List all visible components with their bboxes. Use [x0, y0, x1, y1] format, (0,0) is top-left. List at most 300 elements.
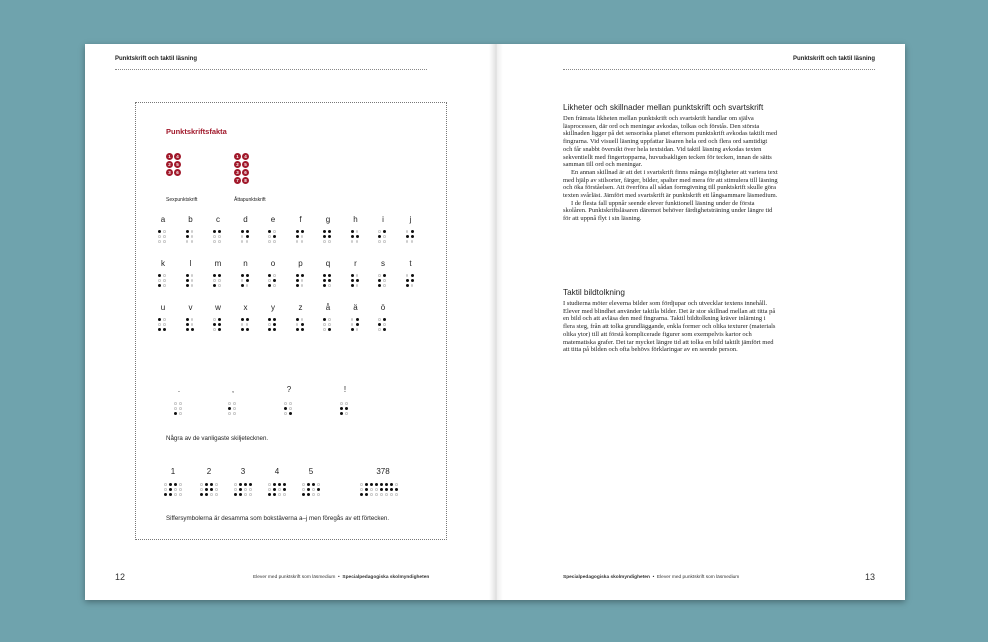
dot-number-5: 5: [242, 161, 249, 168]
braille-cell-m: [213, 274, 225, 290]
eight-dot-label: Åttapunktskrift: [234, 197, 266, 203]
braille-dot-raised: [323, 235, 326, 238]
braille-dot-empty: [328, 323, 331, 326]
braille-dot-empty: [411, 240, 414, 243]
dot-number-5: 5: [174, 161, 181, 168]
letter-label-q: q: [325, 259, 331, 268]
braille-cell-r: [351, 274, 363, 290]
letter-label-o: o: [270, 259, 276, 268]
number-label-378: 378: [376, 467, 390, 476]
letter-label-g: g: [325, 215, 331, 224]
braille-cell-w: [213, 318, 225, 334]
braille-dot-empty: [345, 402, 348, 405]
dot-number-2: 2: [234, 161, 241, 168]
dot-number-1: 1: [166, 153, 173, 160]
braille-cell-ä: [351, 318, 363, 334]
braille-dot-empty: [213, 279, 216, 282]
braille-dot-raised: [186, 323, 189, 326]
braille-dot-raised: [158, 318, 161, 321]
braille-dot-raised: [186, 318, 189, 321]
braille-dot-empty: [302, 483, 305, 486]
braille-dot-empty: [375, 488, 378, 491]
braille-dot-raised: [385, 483, 388, 486]
number-label-4: 4: [274, 467, 280, 476]
braille-dot-raised: [383, 274, 386, 277]
braille-dot-empty: [215, 488, 218, 491]
letter-label-k: k: [161, 259, 165, 268]
braille-dot-raised: [174, 412, 177, 415]
braille-dot-raised: [365, 493, 368, 496]
braille-dot-empty: [302, 488, 305, 491]
braille-dot-raised: [186, 235, 189, 238]
braille-dot-empty: [411, 284, 414, 287]
braille-dot-raised: [380, 488, 383, 491]
braille-dot-empty: [278, 493, 281, 496]
braille-dot-raised: [246, 230, 249, 233]
braille-dot-raised: [268, 493, 271, 496]
braille-dot-empty: [191, 235, 194, 238]
braille-dot-empty: [351, 240, 354, 243]
braille-dot-empty: [179, 407, 182, 410]
braille-dot-raised: [273, 323, 276, 326]
braille-dot-empty: [301, 279, 304, 282]
letter-label-v: v: [188, 303, 193, 312]
braille-dot-empty: [356, 230, 359, 233]
braille-dot-empty: [200, 488, 203, 491]
left-page: [85, 44, 495, 600]
braille-dot-empty: [158, 323, 161, 326]
braille-cell-t: [406, 274, 418, 290]
letter-label-z: z: [298, 303, 303, 312]
letter-label-ö: ö: [380, 303, 386, 312]
letter-label-u: u: [160, 303, 166, 312]
dot-number-4: 4: [242, 153, 249, 160]
braille-dot-empty: [395, 493, 398, 496]
braille-dot-empty: [383, 284, 386, 287]
braille-dot-empty: [191, 318, 194, 321]
braille-dot-empty: [213, 240, 216, 243]
braille-dot-raised: [158, 274, 161, 277]
braille-dot-empty: [278, 488, 281, 491]
braille-dot-raised: [273, 318, 276, 321]
braille-dot-raised: [169, 483, 172, 486]
braille-dot-raised: [239, 488, 242, 491]
braille-dot-raised: [307, 488, 310, 491]
dot-number-3: 3: [166, 169, 173, 176]
braille-dot-raised: [328, 230, 331, 233]
braille-dot-empty: [210, 493, 213, 496]
braille-dot-empty: [370, 488, 373, 491]
letter-label-l: l: [189, 259, 192, 268]
braille-cell-g: [323, 230, 335, 246]
braille-dot-raised: [340, 412, 343, 415]
braille-dot-empty: [164, 483, 167, 486]
braille-dot-empty: [244, 488, 247, 491]
braille-dot-raised: [246, 274, 249, 277]
braille-cell-y: [268, 318, 280, 334]
braille-dot-empty: [370, 493, 373, 496]
braille-dot-raised: [323, 230, 326, 233]
letter-label-ä: ä: [353, 303, 358, 312]
braille-dot-raised: [296, 328, 299, 331]
braille-dot-raised: [241, 284, 244, 287]
braille-dot-empty: [163, 284, 166, 287]
braille-fact-box: [135, 102, 447, 540]
braille-dot-raised: [411, 230, 414, 233]
braille-dot-raised: [273, 279, 276, 282]
braille-dot-empty: [213, 328, 216, 331]
letter-label-å: å: [325, 303, 331, 312]
braille-dot-raised: [273, 493, 276, 496]
letter-label-h: h: [353, 215, 358, 224]
braille-dot-raised: [302, 493, 305, 496]
braille-dot-empty: [360, 488, 363, 491]
braille-dot-raised: [296, 230, 299, 233]
braille-dot-empty: [179, 493, 182, 496]
braille-dot-raised: [158, 328, 161, 331]
braille-dot-raised: [210, 488, 213, 491]
braille-dot-empty: [158, 279, 161, 282]
braille-dot-empty: [378, 240, 381, 243]
punctuation-label: !: [343, 385, 347, 394]
braille-dot-empty: [234, 488, 237, 491]
braille-dot-empty: [312, 488, 315, 491]
braille-dot-empty: [356, 328, 359, 331]
braille-dot-empty: [163, 240, 166, 243]
letter-label-i: i: [382, 215, 384, 224]
braille-dot-empty: [383, 323, 386, 326]
braille-cell-f: [296, 230, 308, 246]
braille-dot-raised: [351, 284, 354, 287]
braille-dot-empty: [328, 240, 331, 243]
letter-label-c: c: [216, 215, 220, 224]
right-page: [495, 44, 905, 600]
braille-dot-empty: [273, 230, 276, 233]
braille-dot-raised: [210, 483, 213, 486]
paragraph: En annan skillnad är att det i svartskrift finns många möjligheter att variera text med hjälp av stilsorter, färger, bilder, spalter med mera för att stimulera till läsning och öka förståelsen. Att överföra all sådan formgivning till punktskrift skulle göra texten svårläst. Jämfört med svartskrift är punktskrift ett långsammare läsmedium.: [563, 168, 778, 200]
braille-cell-punctuation: [228, 402, 240, 418]
braille-dot-empty: [241, 240, 244, 243]
left-page-number: 12: [115, 572, 126, 582]
braille-dot-raised: [360, 493, 363, 496]
braille-dot-raised: [411, 279, 414, 282]
letter-label-w: w: [215, 303, 221, 312]
braille-dot-raised: [200, 493, 203, 496]
braille-dot-empty: [233, 402, 236, 405]
braille-dot-empty: [395, 483, 398, 486]
braille-cell-h: [351, 230, 363, 246]
braille-dot-raised: [241, 230, 244, 233]
braille-dot-raised: [345, 407, 348, 410]
braille-dot-raised: [390, 488, 393, 491]
braille-dot-empty: [375, 493, 378, 496]
braille-dot-empty: [356, 240, 359, 243]
braille-dot-empty: [233, 412, 236, 415]
braille-dot-raised: [246, 235, 249, 238]
braille-dot-empty: [378, 274, 381, 277]
braille-dot-raised: [378, 323, 381, 326]
braille-cell-z: [296, 318, 308, 334]
braille-dot-empty: [273, 284, 276, 287]
braille-dot-raised: [296, 274, 299, 277]
braille-dot-raised: [378, 235, 381, 238]
braille-dot-empty: [179, 412, 182, 415]
braille-dot-raised: [218, 230, 221, 233]
letter-label-e: e: [270, 215, 276, 224]
letter-label-p: p: [298, 259, 303, 268]
left-footer-publisher: Specialpedagogiska skolmyndigheten: [342, 575, 430, 580]
braille-dot-empty: [340, 402, 343, 405]
braille-dot-raised: [312, 483, 315, 486]
braille-dot-empty: [317, 483, 320, 486]
braille-dot-raised: [268, 274, 271, 277]
braille-dot-raised: [213, 323, 216, 326]
braille-dot-empty: [218, 235, 221, 238]
braille-cell-å: [323, 318, 335, 334]
braille-dot-empty: [273, 240, 276, 243]
braille-dot-raised: [174, 483, 177, 486]
braille-dot-raised: [273, 328, 276, 331]
braille-dot-empty: [268, 323, 271, 326]
braille-dot-empty: [289, 407, 292, 410]
braille-dot-raised: [205, 493, 208, 496]
braille-dot-empty: [163, 235, 166, 238]
letter-label-a: a: [160, 215, 166, 224]
braille-dot-empty: [406, 240, 409, 243]
braille-dot-raised: [158, 230, 161, 233]
braille-dot-raised: [317, 488, 320, 491]
braille-dot-raised: [164, 493, 167, 496]
letter-label-s: s: [381, 259, 385, 268]
braille-dot-raised: [273, 235, 276, 238]
braille-dot-raised: [323, 318, 326, 321]
braille-dot-empty: [163, 318, 166, 321]
braille-dot-raised: [241, 318, 244, 321]
braille-cell-digit-8: [390, 483, 402, 499]
braille-cell-punctuation: [340, 402, 352, 418]
braille-dot-empty: [244, 493, 247, 496]
braille-dot-empty: [323, 240, 326, 243]
braille-dot-raised: [239, 483, 242, 486]
braille-dot-raised: [378, 279, 381, 282]
letter-label-d: d: [243, 215, 248, 224]
braille-dot-empty: [191, 284, 194, 287]
braille-dot-empty: [268, 483, 271, 486]
braille-dot-raised: [246, 328, 249, 331]
numbers-caption: Siffersymbolerna är desamma som bokstäverna a–j men föregås av ett förtecken.: [166, 515, 390, 522]
braille-dot-empty: [218, 240, 221, 243]
braille-dot-empty: [268, 235, 271, 238]
braille-dot-empty: [191, 323, 194, 326]
braille-dot-raised: [239, 493, 242, 496]
braille-dot-raised: [246, 279, 249, 282]
braille-dot-raised: [218, 328, 221, 331]
braille-dot-empty: [249, 493, 252, 496]
braille-dot-raised: [301, 274, 304, 277]
braille-dot-empty: [378, 318, 381, 321]
braille-cell-c: [213, 230, 225, 246]
left-running-head: Punktskrift och taktil läsning: [115, 56, 198, 62]
fact-box-title: Punktskriftsfakta: [166, 127, 227, 136]
braille-dot-raised: [289, 412, 292, 415]
braille-dot-empty: [174, 407, 177, 410]
letter-label-f: f: [299, 215, 302, 224]
braille-dot-empty: [191, 274, 194, 277]
braille-dot-raised: [370, 483, 373, 486]
braille-cell-digit-4: [278, 483, 290, 499]
braille-dot-empty: [296, 323, 299, 326]
braille-dot-empty: [218, 284, 221, 287]
braille-dot-empty: [301, 284, 304, 287]
braille-dot-raised: [228, 407, 231, 410]
punctuation-caption: Några av de vanligaste skiljetecknen.: [166, 435, 269, 442]
braille-dot-raised: [186, 230, 189, 233]
braille-dot-empty: [241, 235, 244, 238]
right-head-rule: [563, 69, 875, 70]
braille-dot-raised: [234, 493, 237, 496]
braille-dot-empty: [174, 488, 177, 491]
braille-dot-empty: [383, 235, 386, 238]
book-spread: [85, 44, 905, 600]
braille-dot-raised: [268, 328, 271, 331]
right-footer-title: Elever med punktskrift som läsmedium: [656, 575, 740, 580]
braille-dot-raised: [218, 274, 221, 277]
braille-dot-empty: [179, 402, 182, 405]
braille-dot-raised: [241, 328, 244, 331]
braille-dot-raised: [186, 284, 189, 287]
paragraph: I studierna möter eleverna bilder som fördjupar och utvecklar textens innehåll. Elever med blindhet använder taktila bilder. Det är stor skillnad mellan att titta på en bild och att avläsa den med fingrarna. Taktil bildtolkning kräver inlärning i flera steg, från att tolka grundläggande, enkla former och olika texturer (materials olika ytor) till att förstå komplicerade figurer som exempelvis kartor och matematiska grafer. Det tar mycket längre tid att tolka en bild taktilt jämfört med att titta på bilden och ofta behövs förklaringar av en seende person.: [563, 300, 776, 354]
braille-cell-n: [241, 274, 253, 290]
number-label-3: 3: [240, 467, 246, 476]
braille-cell-a: [158, 230, 170, 246]
dot-number-6: 6: [174, 169, 181, 176]
braille-dot-raised: [351, 230, 354, 233]
braille-dot-empty: [351, 323, 354, 326]
braille-dot-empty: [351, 318, 354, 321]
braille-dot-raised: [205, 483, 208, 486]
braille-dot-raised: [283, 483, 286, 486]
braille-dot-empty: [241, 279, 244, 282]
braille-dot-empty: [385, 493, 388, 496]
braille-dot-raised: [390, 483, 393, 486]
letter-label-b: b: [188, 215, 193, 224]
braille-cell-i: [378, 230, 390, 246]
braille-dot-raised: [383, 230, 386, 233]
braille-dot-raised: [356, 318, 359, 321]
braille-dot-raised: [273, 483, 276, 486]
braille-dot-raised: [246, 318, 249, 321]
punctuation-label: ,: [231, 385, 235, 394]
braille-dot-raised: [411, 274, 414, 277]
braille-dot-empty: [246, 323, 249, 326]
braille-dot-raised: [323, 284, 326, 287]
braille-dot-empty: [268, 488, 271, 491]
braille-dot-empty: [284, 402, 287, 405]
braille-dot-empty: [191, 230, 194, 233]
braille-dot-empty: [234, 483, 237, 486]
number-label-2: 2: [206, 467, 212, 476]
braille-dot-empty: [406, 274, 409, 277]
braille-dot-empty: [164, 488, 167, 491]
braille-dot-empty: [268, 240, 271, 243]
punctuation-label: ?: [286, 385, 292, 394]
braille-dot-empty: [246, 284, 249, 287]
braille-dot-raised: [213, 274, 216, 277]
braille-cell-b: [186, 230, 198, 246]
braille-cell-s: [378, 274, 390, 290]
braille-dot-raised: [328, 235, 331, 238]
braille-dot-empty: [191, 279, 194, 282]
braille-dot-raised: [283, 488, 286, 491]
braille-cell-u: [158, 318, 170, 334]
braille-dot-raised: [273, 488, 276, 491]
braille-dot-raised: [169, 493, 172, 496]
braille-cell-e: [268, 230, 280, 246]
braille-dot-empty: [289, 402, 292, 405]
section-heading-likheter: Likheter och skillnader mellan punktskrift och svartskrift: [563, 103, 764, 112]
section-heading-bildtolkning: Taktil bildtolkning: [563, 288, 625, 297]
braille-dot-empty: [378, 230, 381, 233]
braille-dot-raised: [351, 274, 354, 277]
right-running-head: Punktskrift och taktil läsning: [792, 56, 875, 62]
braille-dot-empty: [301, 240, 304, 243]
number-label-5: 5: [308, 467, 314, 476]
braille-dot-raised: [296, 235, 299, 238]
braille-dot-raised: [241, 274, 244, 277]
braille-dot-raised: [191, 328, 194, 331]
braille-cell-punctuation: [174, 402, 186, 418]
braille-dot-empty: [228, 402, 231, 405]
dot-number-6: 6: [242, 169, 249, 176]
braille-dot-raised: [351, 235, 354, 238]
braille-dot-raised: [186, 274, 189, 277]
braille-dot-empty: [191, 240, 194, 243]
braille-dot-empty: [378, 328, 381, 331]
braille-cell-v: [186, 318, 198, 334]
braille-dot-empty: [345, 412, 348, 415]
punctuation-label: .: [177, 385, 181, 394]
braille-dot-empty: [241, 323, 244, 326]
right-page-number: 13: [864, 572, 875, 582]
braille-dot-raised: [268, 318, 271, 321]
left-footer: Elever med punktskrift som läsmedium • Specialpedagogiska skolmyndigheten: [253, 575, 430, 580]
letter-label-x: x: [243, 303, 248, 312]
braille-dot-empty: [284, 412, 287, 415]
braille-dot-empty: [174, 493, 177, 496]
braille-dot-empty: [360, 483, 363, 486]
braille-dot-empty: [317, 493, 320, 496]
braille-dot-raised: [351, 279, 354, 282]
braille-dot-empty: [218, 279, 221, 282]
braille-dot-empty: [383, 279, 386, 282]
braille-cell-q: [323, 274, 335, 290]
paragraph: Den främsta likheten mellan punktskrift och svartskrift handlar om själva läsprocessen, där ord och meningar avkodas, tolkas och förstås. Den största skillnaden ligger på det sensoriska planet eftersom punktskrift avkodas taktilt med fingrarna. Vid visuell läsning uppfattar läsaren hela ord och flera ord samtidigt och får snabbt översikt över hela textsidan. Vid taktil läsning avkodas texten sekventiellt med fingertopparna, huvudsakligen tecken för tecken, innan de sätts samman till ord och meningar.: [563, 115, 778, 169]
braille-dot-raised: [406, 284, 409, 287]
number-label-1: 1: [170, 467, 176, 476]
braille-dot-empty: [406, 230, 409, 233]
braille-dot-raised: [278, 483, 281, 486]
braille-cell-digit-3: [244, 483, 256, 499]
braille-dot-empty: [179, 488, 182, 491]
braille-dot-raised: [340, 407, 343, 410]
braille-dot-empty: [158, 235, 161, 238]
braille-dot-raised: [205, 488, 208, 491]
braille-dot-empty: [200, 483, 203, 486]
braille-dot-raised: [383, 318, 386, 321]
letter-label-t: t: [409, 259, 412, 268]
braille-dot-raised: [307, 493, 310, 496]
braille-dot-raised: [249, 483, 252, 486]
